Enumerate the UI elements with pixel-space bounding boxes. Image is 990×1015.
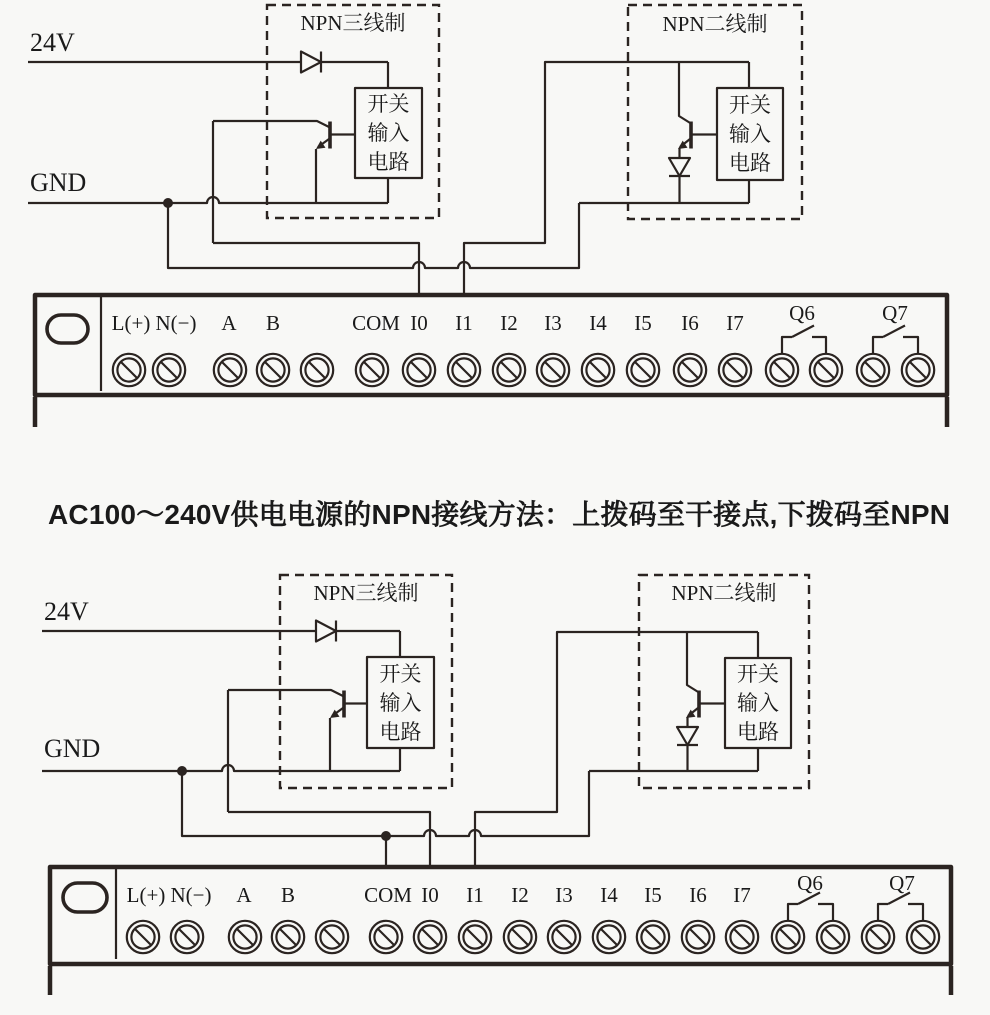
relay-switch-icon-q7 bbox=[878, 893, 923, 922]
diode2-wire bbox=[677, 745, 698, 771]
terminal-label-I2: I2 bbox=[511, 883, 529, 907]
bottom-diagram bbox=[42, 575, 809, 868]
circuit-text: 开关 bbox=[379, 662, 422, 686]
gnd-label: GND bbox=[44, 734, 101, 763]
screw bbox=[316, 921, 348, 953]
gnd-wire bbox=[42, 765, 400, 771]
bottom-terminal-block bbox=[50, 867, 951, 995]
screw bbox=[810, 354, 842, 386]
screw bbox=[214, 354, 246, 386]
terminal-label-I6: I6 bbox=[681, 311, 699, 335]
relay-switch-icon-q6 bbox=[788, 893, 833, 922]
screw bbox=[772, 921, 804, 953]
24v-wire-to-circuit bbox=[321, 52, 388, 89]
circuit-text: 输入 bbox=[379, 691, 422, 715]
npn-2wire-box bbox=[628, 5, 802, 219]
relay-switch-icon-q6 bbox=[782, 326, 826, 355]
transistor-collector bbox=[213, 121, 330, 128]
wire-to-I1 bbox=[464, 62, 749, 296]
screw bbox=[301, 354, 333, 386]
24v-label: 24V bbox=[30, 28, 75, 57]
diode-icon bbox=[301, 52, 321, 73]
circuit-text: 输入 bbox=[737, 691, 779, 715]
output-label-Q7: Q7 bbox=[882, 301, 908, 325]
terminal-label-I4: I4 bbox=[589, 311, 607, 335]
terminal-label-I7: I7 bbox=[726, 311, 744, 335]
top-terminal-block bbox=[35, 295, 947, 427]
screw bbox=[637, 921, 669, 953]
terminal-label-I5: I5 bbox=[634, 311, 652, 335]
top-diagram bbox=[28, 5, 802, 296]
gnd-label: GND bbox=[30, 168, 87, 197]
npn-3wire-label: NPN三线制 bbox=[300, 11, 406, 35]
terminal-label-I2: I2 bbox=[500, 311, 518, 335]
circuit-text: 电路 bbox=[729, 151, 771, 175]
screw bbox=[862, 921, 894, 953]
transistor-collector bbox=[228, 690, 344, 697]
screw bbox=[257, 354, 289, 386]
screw bbox=[113, 354, 145, 386]
screw bbox=[907, 921, 939, 953]
npn-2wire-label: NPN二线制 bbox=[671, 581, 777, 605]
circuit-text: 电路 bbox=[379, 720, 422, 744]
terminal-label-I3: I3 bbox=[544, 311, 562, 335]
gnd-return-wire bbox=[182, 771, 589, 836]
gnd-return-wire bbox=[168, 203, 579, 268]
24v-label: 24V bbox=[44, 597, 89, 626]
screw bbox=[766, 354, 798, 386]
relay-switch-icon-q7 bbox=[873, 326, 918, 355]
circuit-text: 电路 bbox=[737, 720, 779, 744]
circuit-text: 开关 bbox=[729, 93, 771, 117]
screw bbox=[153, 354, 185, 386]
diode2-icon bbox=[669, 158, 690, 176]
terminal-label-B: B bbox=[265, 311, 281, 335]
diode2-wire bbox=[669, 176, 690, 203]
screw bbox=[902, 354, 934, 386]
output-label-Q7: Q7 bbox=[889, 871, 915, 895]
circuit-text: 电路 bbox=[367, 150, 410, 174]
terminal-label-I7: I7 bbox=[733, 883, 751, 907]
24v-wire-to-circuit bbox=[336, 621, 400, 658]
terminal-label-I3: I3 bbox=[555, 883, 573, 907]
diode-icon bbox=[316, 621, 336, 642]
output-label-Q6: Q6 bbox=[797, 871, 823, 895]
circuit-text: 开关 bbox=[737, 662, 779, 686]
mounting-slot bbox=[63, 883, 107, 912]
terminal-label-I0: I0 bbox=[410, 311, 428, 335]
circuit2-wires bbox=[589, 632, 758, 771]
terminal-label-N: N(−) bbox=[155, 311, 197, 335]
section-title: AC100～240V供电电源的NPN接线方法：上拨码至干接点,下拨码至NPN bbox=[48, 499, 951, 530]
circuit-text: 输入 bbox=[367, 121, 410, 145]
screw bbox=[719, 354, 751, 386]
screw bbox=[229, 921, 261, 953]
terminal-label-I1: I1 bbox=[455, 311, 473, 335]
terminal-block-legs bbox=[35, 397, 947, 427]
screw bbox=[127, 921, 159, 953]
output-label-Q6: Q6 bbox=[789, 301, 815, 325]
screw bbox=[171, 921, 203, 953]
wire-to-I0 bbox=[213, 243, 419, 296]
npn-3wire-box bbox=[267, 5, 439, 218]
terminal-label-L: L(+) bbox=[111, 311, 151, 335]
circuit2-wires bbox=[579, 62, 749, 203]
terminal-label-I4: I4 bbox=[600, 883, 618, 907]
screw bbox=[537, 354, 569, 386]
terminal-label-I5: I5 bbox=[644, 883, 662, 907]
terminal-label-N: N(−) bbox=[170, 883, 212, 907]
terminal-label-A: A bbox=[221, 311, 237, 335]
terminal-label-A: A bbox=[236, 883, 252, 907]
screw bbox=[493, 354, 525, 386]
terminal-label-COM: COM bbox=[364, 883, 412, 907]
screw bbox=[459, 921, 491, 953]
screw bbox=[582, 354, 614, 386]
gnd-wire bbox=[28, 197, 388, 203]
terminal-label-I6: I6 bbox=[689, 883, 707, 907]
npn-3wire-label: NPN三线制 bbox=[313, 581, 419, 605]
screw bbox=[593, 921, 625, 953]
circuit-text: 开关 bbox=[367, 92, 410, 116]
screw bbox=[817, 921, 849, 953]
wire-to-I0 bbox=[228, 812, 430, 868]
screw bbox=[272, 921, 304, 953]
screw bbox=[548, 921, 580, 953]
screw bbox=[448, 354, 480, 386]
transistor2-collector bbox=[679, 62, 691, 124]
screw bbox=[414, 921, 446, 953]
screw bbox=[857, 354, 889, 386]
terminal-label-COM: COM bbox=[352, 311, 400, 335]
screw bbox=[356, 354, 388, 386]
screw bbox=[370, 921, 402, 953]
screw bbox=[674, 354, 706, 386]
screw bbox=[403, 354, 435, 386]
terminal-label-B: B bbox=[280, 883, 296, 907]
screw bbox=[682, 921, 714, 953]
wire-to-I1 bbox=[475, 632, 758, 868]
terminal-label-I1: I1 bbox=[466, 883, 484, 907]
circuit-text: 输入 bbox=[729, 122, 771, 146]
mounting-slot bbox=[47, 315, 88, 343]
terminal-block-legs bbox=[50, 966, 951, 995]
transistor2-collector bbox=[687, 632, 699, 693]
screw bbox=[504, 921, 536, 953]
terminal-label-L: L(+) bbox=[126, 883, 166, 907]
screw bbox=[726, 921, 758, 953]
terminal-label-I0: I0 bbox=[421, 883, 439, 907]
screw bbox=[627, 354, 659, 386]
diode2-icon bbox=[677, 727, 698, 745]
npn-2wire-label: NPN二线制 bbox=[662, 12, 768, 36]
